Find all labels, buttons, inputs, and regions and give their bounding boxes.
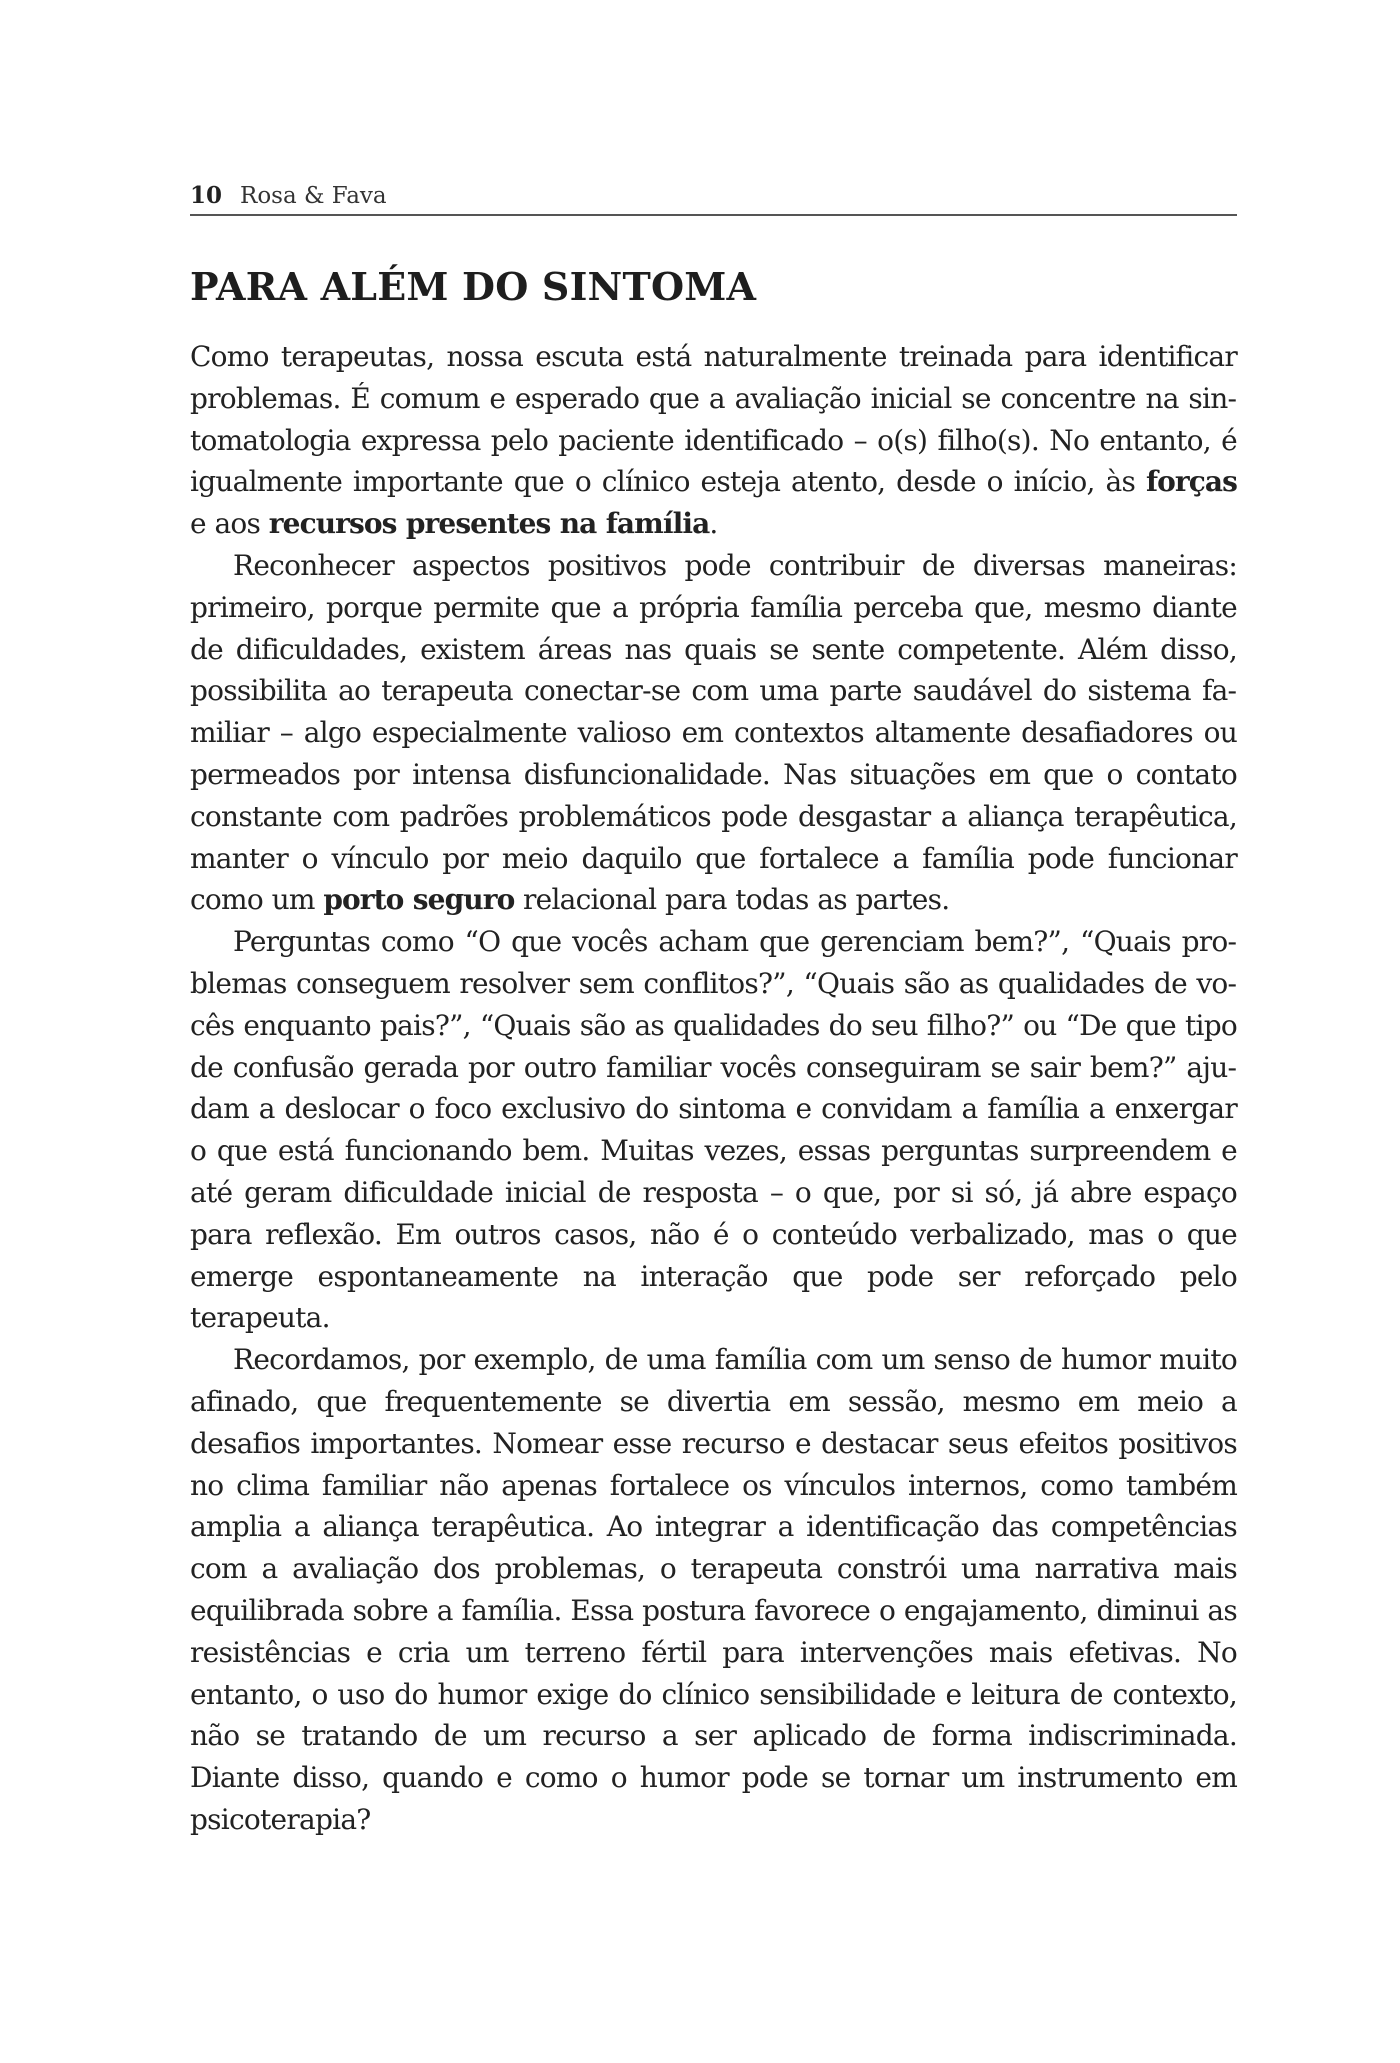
paragraph-3: Perguntas como “O que vocês acham que gerenciam bem?”, “Quais problemas conseguem resolver sem conflitos?”, “Quais são as qualidades de vocês enquanto pais?”, “Quais são as qualidades do seu filho?” ou “De que tipo de confusão gerada por outro familiar vocês conseguiram se sair bem?” ajudam a deslocar o foco exclusivo do sintoma e convidam a família a enxergar o que está funcionando bem. Muitas vezes, essas perguntas surpreendem e até geram dificuldade inicial de resposta – o que, por si só, já abre espaço para reflexão. Em outros casos, não é o conteúdo verbalizado, mas o que emerge espontaneamente na interação que pode ser reforçado pelo terapeuta. — [190, 925, 1237, 1335]
paragraph-2-text-a: Reconhecer aspectos positivos pode contribuir de diversas maneiras: primeiro, porque permite que a própria família perceba que, mesmo diante de dificuldades, existem áreas nas quais se sente competente. Além disso, possibilita ao terapeuta conectar-se com uma parte saudável do sistema familiar – algo especialmente valioso em contextos altamente desafiadores ou permeados por intensa disfuncionalidade. Nas situações em que o contato constante com padrões problemáticos pode desgastar a aliança terapêutica, manter o vínculo por meio daquilo que fortalece a família pode funcionar como um — [190, 548, 1237, 917]
bold-term-recursos: recursos presentes na família — [268, 507, 710, 541]
section-title: PARA ALÉM DO SINTOMA — [190, 264, 757, 309]
body-text — [190, 336, 1237, 1841]
paragraph-1-text-a: Como terapeutas, nossa escuta está naturalmente treinada para identificar problemas. É comum e esperado que a avaliação inicial se concentre na sintomatologia expressa pelo paciente identificado – o(s) filho(s). No entanto, é igualmente importante que o clínico esteja atento, desde o início, às — [190, 340, 1237, 499]
paragraph-2 — [190, 545, 1237, 921]
running-head — [190, 178, 1237, 216]
paragraph-1-text-b: e aos — [190, 507, 269, 541]
running-head-authors: Rosa & Fava — [240, 183, 387, 209]
paragraph-1 — [190, 336, 1237, 545]
page-number: 10 — [190, 182, 223, 209]
paragraph-4: Recordamos, por exemplo, de uma família com um senso de humor muito afinado, que frequentemente se divertia em sessão, mesmo em meio a desafios importantes. Nomear esse recurso e destacar seus efeitos positivos no clima familiar não apenas fortalece os vínculos internos, como também amplia a aliança terapêutica. Ao integrar a identificação das competências com a avaliação dos problemas, o terapeuta constrói uma narrativa mais equilibrada sobre a família. Essa postura favorece o engajamento, diminui as resistências e cria um terreno fértil para intervenções mais efetivas. No entanto, o uso do humor exige do clínico sensibilidade e leitura de contexto, não se tratando de um recurso a ser aplicado de forma indiscriminada. Diante disso, quando e como o humor pode se tornar um instrumento em psicoterapia? — [190, 1343, 1237, 1836]
bold-term-forcas: forças — [1145, 465, 1237, 499]
bold-term-porto-seguro: porto seguro — [323, 883, 515, 917]
paragraph-1-text-c: . — [709, 507, 718, 541]
paragraph-2-text-b: relacional para todas as partes. — [514, 883, 950, 917]
section-block — [190, 262, 1237, 1841]
